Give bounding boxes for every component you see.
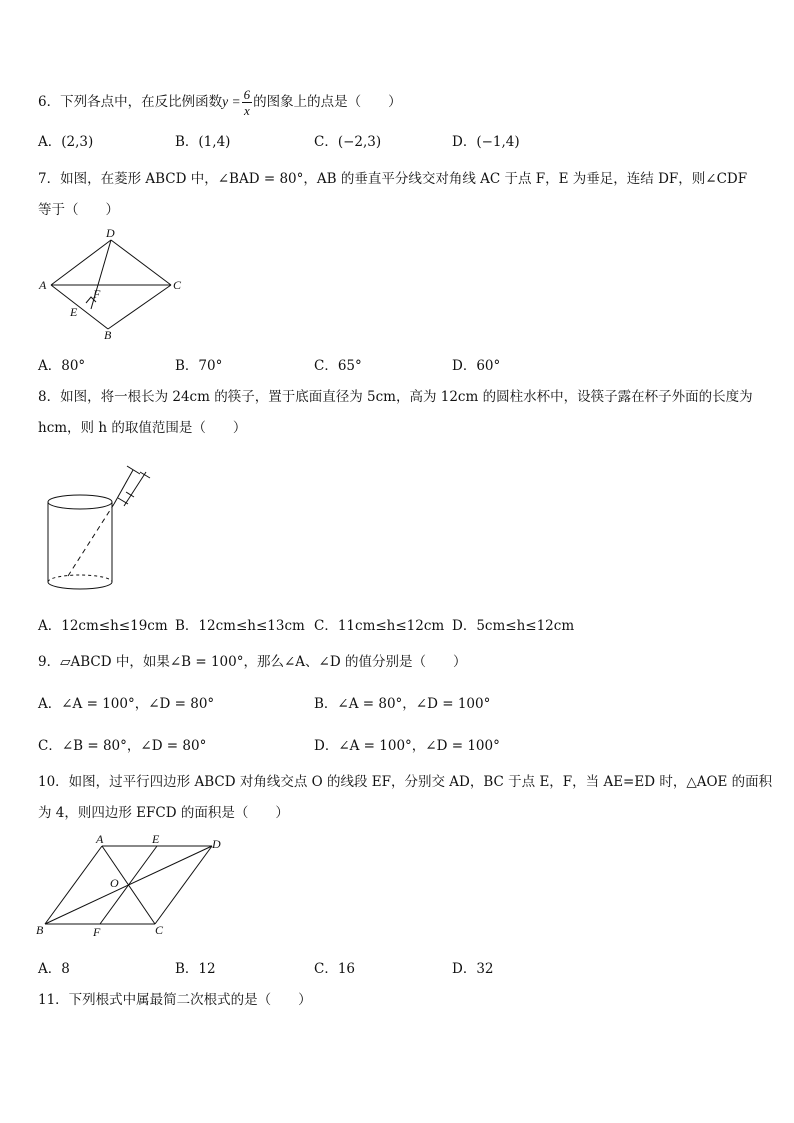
q7-side-ad [51, 240, 111, 285]
q8-stem-line2: hcm，则 h 的取值范围是（ ） [38, 420, 247, 436]
q10-side-dc [155, 846, 212, 924]
q10-stem-line2: 为 4，则四边形 EFCD 的面积是（ ） [38, 805, 289, 821]
q6-stem-a: 6．下列各点中，在反比例函数 [38, 94, 223, 110]
q8-h-tick-bottom [118, 498, 128, 504]
q9-option-a: A．∠A = 100°，∠D = 80° [38, 696, 215, 712]
q6-stem-b: 的图象上的点是（ ） [253, 94, 402, 110]
q6-y-eq: y = [222, 94, 241, 109]
q8-chopstick-inside [68, 504, 114, 576]
q6-option-d: D．(−1,4) [452, 134, 520, 150]
q9-option-c: C．∠B = 80°，∠D = 80° [38, 738, 207, 754]
q10-label-e: E [152, 832, 160, 846]
q8-cup-bottom-front [48, 582, 112, 589]
q8-cup-top-rim [48, 495, 112, 509]
q8-cup-chopstick-figure [38, 458, 158, 598]
q10-option-b: B．12 [175, 961, 216, 977]
q8-chopstick-outside [114, 470, 133, 504]
q7-label-d: D [106, 226, 115, 240]
q8-option-d: D．5cm≤h≤12cm [452, 618, 575, 634]
q7-stem-line2: 等于（ ） [38, 202, 119, 218]
q10-stem-line1: 10．如图，过平行四边形 ABCD 对角线交点 O 的线段 EF，分别交 AD，BC 于点 E，F，当 AE=ED 时，△AOE 的面积 [38, 774, 773, 790]
q8-option-a: A．12cm≤h≤19cm [38, 618, 168, 634]
q10-parallelogram-figure [34, 828, 234, 940]
q8-option-c: C．11cm≤h≤12cm [314, 618, 445, 634]
q6-fraction-num: 6 [243, 87, 251, 102]
q7-option-b: B．70° [175, 358, 223, 374]
q7-rhombus-figure [30, 225, 200, 345]
q7-option-a: A．80° [38, 358, 86, 374]
q7-side-dc [111, 240, 171, 285]
q6-option-a: A．(2,3) [38, 134, 94, 150]
q8-stem-line1: 8．如图，将一根长为 24cm 的筷子，置于底面直径为 5cm，高为 12cm 的圆柱水杯中，设筷子露在杯子外面的长度为 [38, 389, 753, 405]
q6-option-b: B．(1,4) [175, 134, 231, 150]
q6-option-c: C．(−2,3) [314, 134, 382, 150]
q10-option-a: A．8 [38, 961, 70, 977]
q10-label-b: B [36, 923, 44, 937]
q10-label-c: C [155, 923, 164, 937]
q6-fraction-den: x [243, 103, 250, 118]
q7-label-a: A [39, 278, 47, 292]
q8-cup-bottom-back [48, 575, 112, 582]
q10-side-ba [45, 846, 102, 924]
q6-fraction [242, 88, 253, 117]
q9-option-b: B．∠A = 80°，∠D = 100° [314, 696, 491, 712]
q7-label-c: C [173, 278, 182, 292]
q7-option-d: D．60° [452, 358, 501, 374]
q10-option-c: C．16 [314, 961, 356, 977]
q10-label-f: F [93, 925, 101, 939]
q10-label-o: O [110, 876, 119, 890]
q10-segment-ef [100, 846, 157, 924]
q6-stem [38, 88, 402, 117]
q7-option-c: C．65° [314, 358, 362, 374]
q11-stem: 11．下列根式中属最简二次根式的是（ ） [38, 992, 312, 1008]
q7-stem-line1: 7．如图，在菱形 ABCD 中，∠BAD = 80°，AB 的垂直平分线交对角线 AC 于点 F，E 为垂足，连结 DF，则∠CDF [38, 171, 748, 187]
q8-h-dimension-line [124, 472, 146, 506]
q7-side-cb [108, 285, 171, 329]
q10-label-a: A [96, 832, 104, 846]
q8-chopstick-end-bar [127, 466, 140, 474]
q7-label-f: F [93, 287, 101, 301]
q9-option-d: D．∠A = 100°，∠D = 100° [314, 738, 500, 754]
q7-label-e: E [70, 305, 78, 319]
q9-stem: 9．▱ABCD 中，如果∠B = 100°，那么∠A、∠D 的值分别是（ ） [38, 654, 467, 670]
q7-label-b: B [104, 328, 112, 342]
q10-option-d: D．32 [452, 961, 494, 977]
q8-option-b: B．12cm≤h≤13cm [175, 618, 305, 634]
q10-label-d: D [212, 837, 221, 851]
